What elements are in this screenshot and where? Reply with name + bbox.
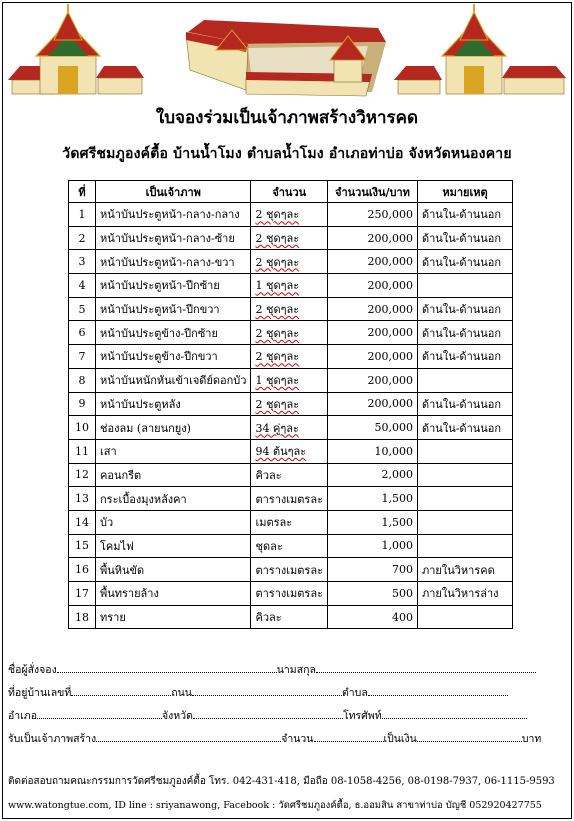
row-number: 12 (69, 463, 96, 487)
row-quantity: 1 ชุดๆละ (251, 368, 328, 392)
row-quantity: ตารางเมตรละ (251, 558, 328, 582)
col-header-amount: จำนวนเงิน/บาท (327, 181, 417, 203)
form-line-address (8, 684, 508, 701)
row-amount: 200,000 (327, 368, 417, 392)
row-amount: 1,500 (327, 487, 417, 511)
col-header-note: หมายเหตุ (417, 181, 512, 203)
row-amount: 1,000 (327, 534, 417, 558)
surname-label: นามสกุล (276, 664, 316, 676)
table-row (69, 297, 513, 321)
province-label: จังหวัด (162, 710, 193, 722)
sponsorship-table (68, 180, 513, 629)
row-number: 7 (69, 345, 96, 369)
row-number: 5 (69, 297, 96, 321)
table-row (69, 558, 513, 582)
row-item: พื้นหินขัด (96, 558, 251, 582)
row-item: เสา (96, 439, 251, 463)
row-number: 17 (69, 582, 96, 606)
phone-field[interactable] (382, 708, 527, 719)
row-note: ภายในวิหารล่าง (417, 582, 512, 606)
row-number: 13 (69, 487, 96, 511)
row-item: หน้าบันประตูหน้า-กลาง-ขวา (96, 250, 251, 274)
col-header-no: ที่ (69, 181, 96, 203)
row-note: ด้านใน-ด้านนอก (417, 416, 512, 440)
name-label: ชื่อผู้สั่งจอง (8, 664, 57, 676)
row-amount: 50,000 (327, 416, 417, 440)
col-header-qty: จำนวน (251, 181, 328, 203)
row-item: โคมไฟ (96, 534, 251, 558)
row-amount: 200,000 (327, 226, 417, 250)
row-note (417, 274, 512, 298)
form-line-district (8, 707, 527, 724)
form-title: ใบจองร่วมเป็นเจ้าภาพสร้างวิหารคด (155, 108, 419, 128)
left-temple-illustration (8, 4, 144, 94)
name-field[interactable] (57, 662, 277, 673)
table-row (69, 345, 513, 369)
row-note (417, 534, 512, 558)
row-amount: 400 (327, 605, 417, 629)
row-number: 3 (69, 250, 96, 274)
row-note: ด้านใน-ด้านนอก (417, 226, 512, 250)
row-amount: 200,000 (327, 345, 417, 369)
host-field[interactable] (96, 731, 281, 742)
row-number: 9 (69, 392, 96, 416)
row-item: ช่องลม (ลายนกยูง) (96, 416, 251, 440)
row-item: ทราย (96, 605, 251, 629)
row-note: ด้านใน-ด้านนอก (417, 392, 512, 416)
row-item: หน้าบันประตูข้าง-ปีกซ้าย (96, 321, 251, 345)
row-number: 18 (69, 605, 96, 629)
table-row (69, 510, 513, 534)
row-quantity: คิวละ (251, 605, 328, 629)
house-label: ที่อยู่บ้านเลขที่ (8, 687, 72, 699)
row-amount: 1,500 (327, 510, 417, 534)
website-line-info: www.watongtue.com, ID line : sriyanawong, Facebook : วัดศรีชมภูองค์ตื้อ, ธ.ออมสิน สาขาท่าบ่อ บัญชี 052920427755 (8, 800, 542, 811)
row-note: ด้านใน-ด้านนอก (417, 345, 512, 369)
table-row (69, 203, 513, 227)
phone-label: โทรศัพท์ (342, 710, 382, 722)
row-quantity: 94 ต้นๆละ (251, 439, 328, 463)
row-item: หน้าบันหนักหันเข้าเจดีย์ดอกบัว (96, 368, 251, 392)
row-amount: 200,000 (327, 250, 417, 274)
row-number: 6 (69, 321, 96, 345)
row-quantity: 2 ชุดๆละ (251, 226, 328, 250)
contact-info: ติดต่อสอบถามคณะกรรมการวัดศรีชมภูองค์ตื้อ โทร. 042-431-418, มือถือ 08-1058-4256, 08-0198-7937, 06-1115-9593 (8, 776, 555, 787)
row-quantity: 34 คู่ๆละ (251, 416, 328, 440)
table-row (69, 605, 513, 629)
row-note: ภายในวิหารคด (417, 558, 512, 582)
row-item: หน้าบันประตูหน้า-ปีกซ้าย (96, 274, 251, 298)
table-row (69, 439, 513, 463)
center-compound-illustration (186, 20, 386, 96)
row-amount: 200,000 (327, 321, 417, 345)
row-quantity: 2 ชุดๆละ (251, 203, 328, 227)
row-amount: 2,000 (327, 463, 417, 487)
surname-field[interactable] (316, 662, 536, 673)
money-label: เป็นเงิน (383, 733, 417, 745)
row-note (417, 463, 512, 487)
row-item: หน้าบันประตูข้าง-ปีกขวา (96, 345, 251, 369)
row-quantity: 2 ชุดๆละ (251, 345, 328, 369)
row-item: บัว (96, 510, 251, 534)
row-item: หน้าบันประตูหลัง (96, 392, 251, 416)
row-amount: 250,000 (327, 203, 417, 227)
table-header-row (69, 181, 513, 203)
district-field[interactable] (37, 708, 162, 719)
row-amount: 500 (327, 582, 417, 606)
house-field[interactable] (71, 685, 171, 696)
row-number: 2 (69, 226, 96, 250)
district-label: อำเภอ (8, 710, 38, 722)
row-amount: 200,000 (327, 297, 417, 321)
province-field[interactable] (193, 708, 343, 719)
row-number: 11 (69, 439, 96, 463)
temple-banner (0, 0, 574, 100)
form-line-host (8, 730, 541, 747)
row-quantity: 2 ชุดๆละ (251, 297, 328, 321)
table-row (69, 368, 513, 392)
row-amount: 700 (327, 558, 417, 582)
row-item: หน้าบันประตูหน้า-กลาง-ซ้าย (96, 226, 251, 250)
table-row (69, 274, 513, 298)
row-quantity: คิวละ (251, 463, 328, 487)
row-quantity: เมตรละ (251, 510, 328, 534)
row-item: กระเบื้องมุงหลังคา (96, 487, 251, 511)
row-quantity: ตารางเมตรละ (251, 582, 328, 606)
table-row (69, 463, 513, 487)
row-note: ด้านใน-ด้านนอก (417, 297, 512, 321)
count-label: จำนวน (281, 733, 314, 745)
row-quantity: 1 ชุดๆละ (251, 274, 328, 298)
row-note: ด้านใน-ด้านนอก (417, 203, 512, 227)
road-label: ถนน (171, 687, 192, 699)
subdistrict-field[interactable] (368, 685, 508, 696)
temple-address: วัดศรีชมภูองค์ตื้อ บ้านน้ำโมง ตำบลน้ำโมง อำเภอท่าบ่อ จังหวัดหนองคาย (62, 146, 512, 162)
money-field[interactable] (417, 731, 522, 742)
row-item: พื้นทรายล้าง (96, 582, 251, 606)
row-amount: 200,000 (327, 274, 417, 298)
right-temple-illustration (394, 4, 566, 94)
row-number: 15 (69, 534, 96, 558)
row-item: หน้าบันประตูหน้า-ปีกขวา (96, 297, 251, 321)
table-row (69, 250, 513, 274)
table-row (69, 416, 513, 440)
row-note: ด้านใน-ด้านนอก (417, 250, 512, 274)
road-field[interactable] (192, 685, 342, 696)
count-field[interactable] (314, 731, 384, 742)
row-number: 10 (69, 416, 96, 440)
table-row (69, 582, 513, 606)
row-note: ด้านใน-ด้านนอก (417, 321, 512, 345)
baht-label: บาท (521, 733, 542, 745)
row-quantity: ตารางเมตรละ (251, 487, 328, 511)
table-row (69, 321, 513, 345)
table-row (69, 534, 513, 558)
row-number: 4 (69, 274, 96, 298)
row-quantity: ชุดละ (251, 534, 328, 558)
row-quantity: 2 ชุดๆละ (251, 250, 328, 274)
subdistrict-label: ตำบล (341, 687, 368, 699)
col-header-item: เป็นเจ้าภาพ (96, 181, 251, 203)
row-note (417, 487, 512, 511)
row-number: 16 (69, 558, 96, 582)
row-item: หน้าบันประตูหน้า-กลาง-กลาง (96, 203, 251, 227)
host-label: รับเป็นเจ้าภาพสร้าง (8, 733, 97, 745)
table-row (69, 392, 513, 416)
table-row (69, 226, 513, 250)
row-note (417, 605, 512, 629)
form-line-name (8, 661, 536, 678)
row-number: 1 (69, 203, 96, 227)
row-number: 14 (69, 510, 96, 534)
row-note (417, 510, 512, 534)
row-item: คอนกรีต (96, 463, 251, 487)
row-amount: 10,000 (327, 439, 417, 463)
row-quantity: 2 ชุดๆละ (251, 321, 328, 345)
row-quantity: 2 ชุดๆละ (251, 392, 328, 416)
row-number: 8 (69, 368, 96, 392)
row-note (417, 368, 512, 392)
row-amount: 200,000 (327, 392, 417, 416)
row-note (417, 439, 512, 463)
table-row (69, 487, 513, 511)
